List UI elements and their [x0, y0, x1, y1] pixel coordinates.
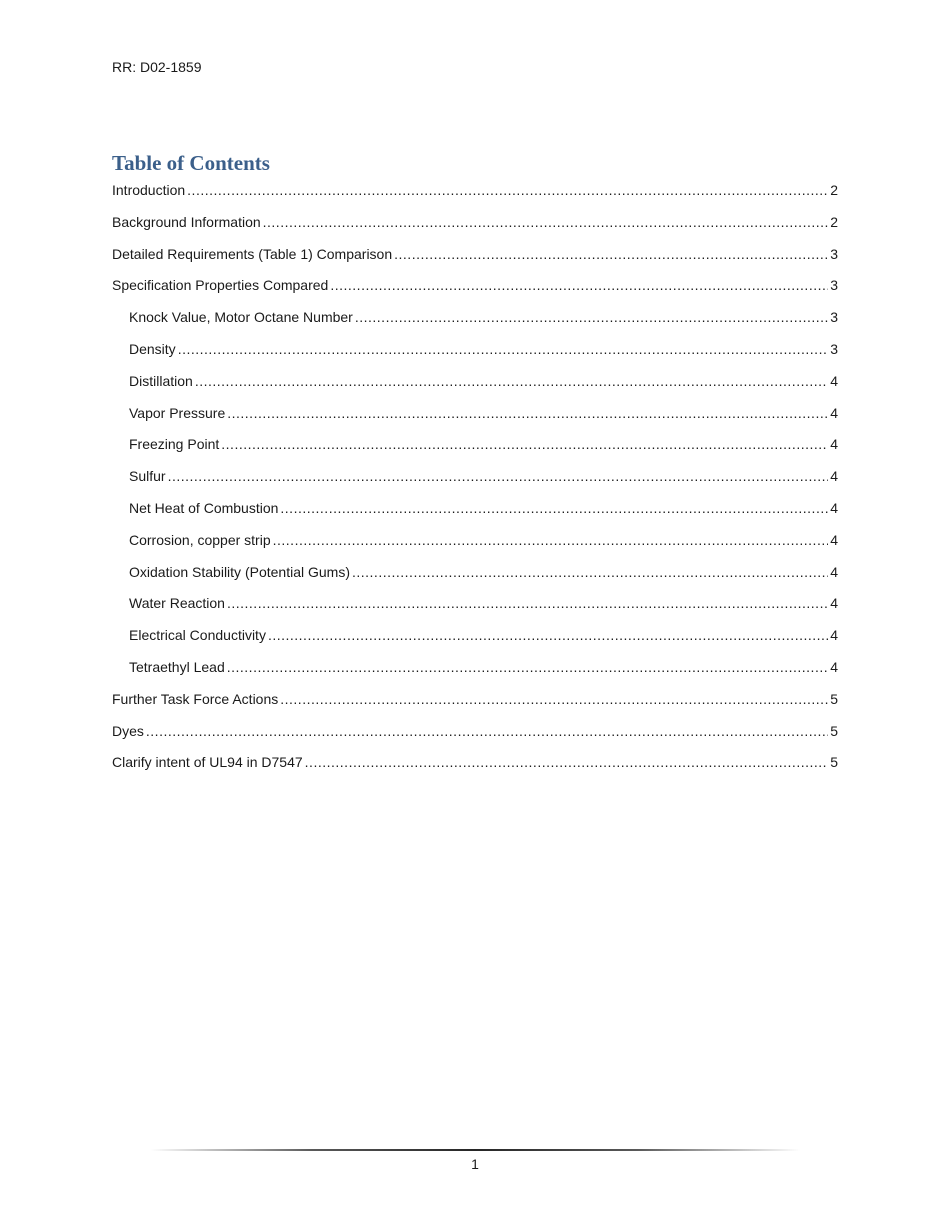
toc-entry-vapor-pressure[interactable]	[112, 404, 838, 436]
toc-entry-page: 4	[830, 468, 838, 485]
toc-entry-electrical-conductivity[interactable]	[112, 626, 838, 658]
toc-entry-tetraethyl-lead[interactable]	[112, 658, 838, 690]
toc-entry-label: Tetraethyl Lead	[129, 658, 225, 675]
toc-entry-introduction[interactable]	[112, 181, 838, 213]
toc-dot-leader	[394, 245, 828, 263]
toc-entry-label: Freezing Point	[129, 436, 220, 453]
toc-entry-label: Water Reaction	[129, 595, 225, 612]
toc-entry-label: Specification Properties Compared	[112, 277, 329, 294]
toc-title: Table of Contents	[112, 151, 270, 175]
toc-dot-leader	[330, 276, 828, 294]
toc-entry-label: Clarify intent of UL94 in D7547	[112, 754, 303, 771]
toc-entry-page: 4	[830, 563, 838, 580]
toc-entry-page: 5	[830, 722, 838, 739]
toc-entry-label: Detailed Requirements (Table 1) Comparison	[112, 245, 393, 262]
toc-entry-specification-properties[interactable]	[112, 276, 838, 308]
toc-dot-leader	[146, 722, 828, 740]
toc-entry-page: 4	[830, 404, 838, 421]
toc-entry-label: Knock Value, Motor Octane Number	[129, 309, 353, 326]
toc-entry-label: Introduction	[112, 182, 186, 198]
toc-dot-leader	[280, 499, 828, 517]
toc-entry-label: Density	[129, 340, 176, 357]
toc-dot-leader	[268, 626, 828, 644]
table-of-contents	[112, 181, 838, 785]
toc-dot-leader	[187, 181, 828, 199]
toc-entry-oxidation-stability[interactable]	[112, 563, 838, 595]
footer-divider	[150, 1149, 800, 1151]
page-number: 1	[471, 1156, 479, 1172]
toc-entry-distillation[interactable]	[112, 372, 838, 404]
toc-entry-knock-value[interactable]	[112, 308, 838, 340]
toc-entry-further-task-force-actions[interactable]	[112, 690, 838, 722]
toc-entry-page: 5	[830, 754, 838, 771]
toc-entry-label: Distillation	[129, 372, 193, 389]
toc-entry-page: 2	[830, 182, 838, 198]
toc-entry-clarify-intent-ul94[interactable]	[112, 753, 838, 785]
toc-entry-label: Further Task Force Actions	[112, 690, 279, 707]
toc-entry-page: 4	[830, 531, 838, 548]
toc-dot-leader	[178, 340, 829, 358]
toc-entry-page: 5	[830, 690, 838, 707]
toc-entry-page: 4	[830, 627, 838, 644]
toc-dot-leader	[227, 404, 828, 422]
toc-dot-leader	[280, 690, 828, 708]
toc-entry-label: Background Information	[112, 213, 261, 230]
toc-entry-label: Vapor Pressure	[129, 404, 226, 421]
toc-entry-page: 4	[830, 372, 838, 389]
toc-entry-dyes[interactable]	[112, 722, 838, 754]
toc-entry-sulfur[interactable]	[112, 467, 838, 499]
toc-entry-label: Net Heat of Combustion	[129, 499, 279, 516]
toc-entry-page: 3	[830, 245, 838, 262]
toc-entry-page: 4	[830, 595, 838, 612]
toc-entry-label: Oxidation Stability (Potential Gums)	[129, 563, 350, 580]
toc-dot-leader	[227, 594, 828, 612]
toc-entry-page: 3	[830, 340, 838, 357]
toc-entry-net-heat-of-combustion[interactable]	[112, 499, 838, 531]
toc-entry-page: 4	[830, 499, 838, 516]
toc-entry-density[interactable]	[112, 340, 838, 372]
toc-dot-leader	[352, 563, 828, 581]
toc-dot-leader	[168, 467, 829, 485]
toc-dot-leader	[263, 213, 829, 231]
toc-dot-leader	[273, 531, 829, 549]
toc-entry-page: 4	[830, 436, 838, 453]
toc-entry-page: 4	[830, 658, 838, 675]
toc-entry-background-information[interactable]	[112, 213, 838, 245]
toc-entry-water-reaction[interactable]	[112, 594, 838, 626]
toc-entry-page: 2	[830, 213, 838, 230]
toc-entry-label: Dyes	[112, 722, 144, 739]
toc-entry-detailed-requirements[interactable]	[112, 245, 838, 277]
toc-entry-page: 3	[830, 277, 838, 294]
toc-dot-leader	[195, 372, 828, 390]
toc-entry-label: Corrosion, copper strip	[129, 531, 271, 548]
toc-dot-leader	[355, 308, 828, 326]
toc-entry-freezing-point[interactable]	[112, 435, 838, 467]
toc-dot-leader	[221, 435, 828, 453]
toc-dot-leader	[227, 658, 828, 676]
document-reference: RR: D02-1859	[112, 59, 202, 75]
toc-entry-label: Electrical Conductivity	[129, 627, 266, 644]
toc-dot-leader	[305, 753, 829, 771]
toc-entry-corrosion-copper-strip[interactable]	[112, 531, 838, 563]
toc-entry-page: 3	[830, 309, 838, 326]
toc-entry-label: Sulfur	[129, 468, 166, 485]
